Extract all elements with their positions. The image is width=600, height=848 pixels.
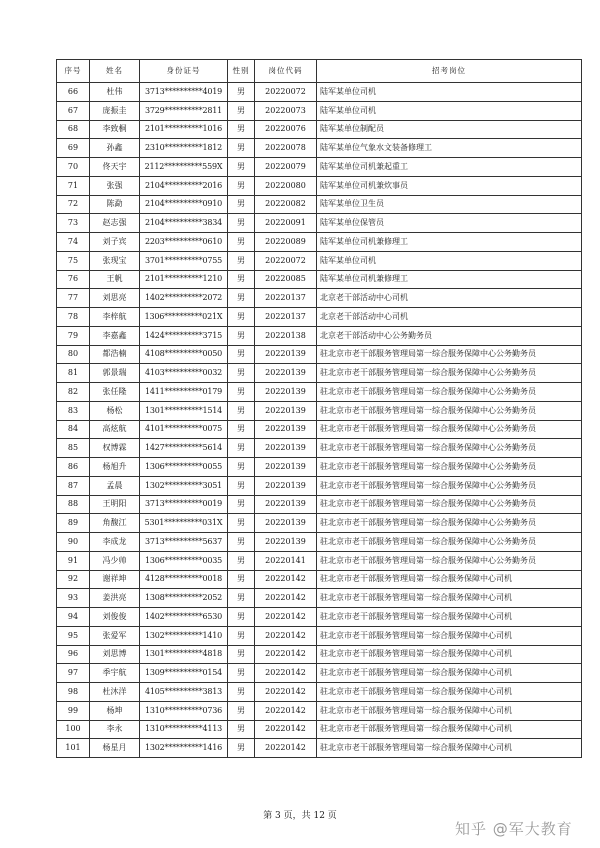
cell-id-number: 1302**********3051	[140, 476, 228, 495]
header-position: 招考岗位	[317, 60, 582, 83]
cell-id-number: 4105**********3813	[140, 683, 228, 702]
cell-position-code: 20220142	[255, 608, 317, 627]
cell-position-code: 20220137	[255, 308, 317, 327]
cell-id-number: 3713**********5637	[140, 533, 228, 552]
table-row	[57, 195, 582, 214]
cell-index: 67	[57, 101, 90, 120]
cell-index: 83	[57, 401, 90, 420]
header-id-number: 身份证号	[140, 60, 228, 83]
cell-index: 71	[57, 176, 90, 195]
cell-position: 驻北京市老干部服务管理局第一综合服务保障中心公务勤务员	[317, 439, 582, 458]
cell-position-code: 20220139	[255, 533, 317, 552]
cell-gender: 男	[228, 270, 255, 289]
table-row	[57, 439, 582, 458]
cell-position: 驻北京市老干部服务管理局第一综合服务保障中心司机	[317, 645, 582, 664]
cell-name: 佟天宇	[90, 158, 140, 177]
cell-gender: 男	[228, 701, 255, 720]
cell-gender: 男	[228, 720, 255, 739]
table-row	[57, 158, 582, 177]
cell-position: 陆军某单位保管员	[317, 214, 582, 233]
cell-position: 驻北京市老干部服务管理局第一综合服务保障中心司机	[317, 701, 582, 720]
cell-position: 北京老干部活动中心司机	[317, 308, 582, 327]
cell-position-code: 20220079	[255, 158, 317, 177]
table-row	[57, 570, 582, 589]
cell-gender: 男	[228, 289, 255, 308]
cell-position: 驻北京市老干部服务管理局第一综合服务保障中心公务勤务员	[317, 551, 582, 570]
cell-position-code: 20220139	[255, 458, 317, 477]
cell-position-code: 20220073	[255, 101, 317, 120]
cell-gender: 男	[228, 645, 255, 664]
cell-name: 季宇航	[90, 664, 140, 683]
cell-gender: 男	[228, 251, 255, 270]
cell-gender: 男	[228, 458, 255, 477]
cell-position: 驻北京市老干部服务管理局第一综合服务保障中心公务勤务员	[317, 533, 582, 552]
cell-position-code: 20220089	[255, 233, 317, 252]
cell-position-code: 20220072	[255, 251, 317, 270]
table-row	[57, 289, 582, 308]
table-row	[57, 476, 582, 495]
cell-index: 85	[57, 439, 90, 458]
cell-position: 陆军某单位气象水文装备修理工	[317, 139, 582, 158]
cell-gender: 男	[228, 551, 255, 570]
cell-index: 72	[57, 195, 90, 214]
cell-index: 98	[57, 683, 90, 702]
cell-position-code: 20220142	[255, 570, 317, 589]
header-index: 序号	[57, 60, 90, 83]
cell-index: 79	[57, 326, 90, 345]
cell-name: 陈勐	[90, 195, 140, 214]
cell-name: 刘思博	[90, 645, 140, 664]
cell-id-number: 4101**********0075	[140, 420, 228, 439]
cell-position: 陆军某单位卫生员	[317, 195, 582, 214]
cell-name: 杨坤	[90, 701, 140, 720]
candidate-table	[56, 59, 582, 758]
cell-position: 驻北京市老干部服务管理局第一综合服务保障中心司机	[317, 720, 582, 739]
cell-id-number: 1308**********2052	[140, 589, 228, 608]
table-row	[57, 608, 582, 627]
cell-gender: 男	[228, 495, 255, 514]
cell-index: 66	[57, 83, 90, 102]
cell-name: 张强	[90, 176, 140, 195]
cell-gender: 男	[228, 139, 255, 158]
cell-index: 87	[57, 476, 90, 495]
table-row	[57, 364, 582, 383]
cell-position: 驻北京市老干部服务管理局第一综合服务保障中心公务勤务员	[317, 364, 582, 383]
cell-position: 驻北京市老干部服务管理局第一综合服务保障中心公务勤务员	[317, 495, 582, 514]
cell-index: 95	[57, 626, 90, 645]
cell-name: 杜沐洋	[90, 683, 140, 702]
cell-index: 70	[57, 158, 90, 177]
cell-index: 93	[57, 589, 90, 608]
table-row	[57, 739, 582, 758]
cell-id-number: 1302**********1410	[140, 626, 228, 645]
cell-name: 李嘉鑫	[90, 326, 140, 345]
cell-name: 王明阳	[90, 495, 140, 514]
cell-position: 驻北京市老干部服务管理局第一综合服务保障中心司机	[317, 570, 582, 589]
cell-position: 驻北京市老干部服务管理局第一综合服务保障中心司机	[317, 608, 582, 627]
cell-name: 姜洪亮	[90, 589, 140, 608]
cell-id-number: 4103**********0032	[140, 364, 228, 383]
cell-position: 北京老干部活动中心公务勤务员	[317, 326, 582, 345]
cell-position-code: 20220091	[255, 214, 317, 233]
cell-index: 68	[57, 120, 90, 139]
cell-position-code: 20220139	[255, 514, 317, 533]
cell-position: 陆军某单位司机	[317, 83, 582, 102]
cell-gender: 男	[228, 383, 255, 402]
cell-name: 杜伟	[90, 83, 140, 102]
cell-position-code: 20220139	[255, 401, 317, 420]
cell-id-number: 2101**********1016	[140, 120, 228, 139]
cell-position-code: 20220139	[255, 476, 317, 495]
cell-name: 李成龙	[90, 533, 140, 552]
cell-name: 赵志强	[90, 214, 140, 233]
cell-position: 陆军某单位司机	[317, 251, 582, 270]
cell-gender: 男	[228, 326, 255, 345]
cell-name: 刘俊俊	[90, 608, 140, 627]
cell-index: 88	[57, 495, 90, 514]
cell-name: 张现宝	[90, 251, 140, 270]
cell-index: 101	[57, 739, 90, 758]
table-row	[57, 495, 582, 514]
cell-gender: 男	[228, 158, 255, 177]
cell-index: 76	[57, 270, 90, 289]
cell-id-number: 4128**********0018	[140, 570, 228, 589]
table-row	[57, 251, 582, 270]
cell-position-code: 20220139	[255, 383, 317, 402]
cell-id-number: 1427**********5614	[140, 439, 228, 458]
table-row	[57, 233, 582, 252]
cell-index: 86	[57, 458, 90, 477]
table-row	[57, 326, 582, 345]
cell-index: 75	[57, 251, 90, 270]
cell-position-code: 20220080	[255, 176, 317, 195]
table-row	[57, 589, 582, 608]
cell-gender: 男	[228, 626, 255, 645]
table-row	[57, 383, 582, 402]
cell-name: 杨松	[90, 401, 140, 420]
header-name: 姓名	[90, 60, 140, 83]
cell-position: 驻北京市老干部服务管理局第一综合服务保障中心司机	[317, 664, 582, 683]
cell-name: 李致桐	[90, 120, 140, 139]
cell-index: 69	[57, 139, 90, 158]
cell-index: 80	[57, 345, 90, 364]
cell-index: 94	[57, 608, 90, 627]
cell-id-number: 1411**********0179	[140, 383, 228, 402]
cell-position-code: 20220082	[255, 195, 317, 214]
cell-name: 刘思亮	[90, 289, 140, 308]
cell-id-number: 2203**********0610	[140, 233, 228, 252]
cell-index: 100	[57, 720, 90, 739]
table-row	[57, 401, 582, 420]
cell-index: 91	[57, 551, 90, 570]
table-row	[57, 701, 582, 720]
cell-id-number: 1424**********3715	[140, 326, 228, 345]
cell-gender: 男	[228, 608, 255, 627]
cell-index: 89	[57, 514, 90, 533]
table-header-row	[57, 60, 582, 83]
cell-gender: 男	[228, 420, 255, 439]
cell-id-number: 1301**********1514	[140, 401, 228, 420]
cell-position-code: 20220139	[255, 364, 317, 383]
cell-position: 陆军某单位司机兼起重工	[317, 158, 582, 177]
cell-name: 庞振圭	[90, 101, 140, 120]
table-row	[57, 83, 582, 102]
table-row	[57, 139, 582, 158]
cell-position: 北京老干部活动中心司机	[317, 289, 582, 308]
cell-id-number: 1301**********4818	[140, 645, 228, 664]
cell-name: 李永	[90, 720, 140, 739]
cell-id-number: 1402**********6530	[140, 608, 228, 627]
table-row	[57, 214, 582, 233]
cell-gender: 男	[228, 476, 255, 495]
cell-index: 99	[57, 701, 90, 720]
cell-gender: 男	[228, 739, 255, 758]
cell-id-number: 3729**********2811	[140, 101, 228, 120]
cell-name: 高炫航	[90, 420, 140, 439]
cell-position-code: 20220142	[255, 739, 317, 758]
cell-gender: 男	[228, 233, 255, 252]
table-row	[57, 101, 582, 120]
cell-gender: 男	[228, 101, 255, 120]
table-row	[57, 345, 582, 364]
cell-position-code: 20220142	[255, 701, 317, 720]
cell-index: 92	[57, 570, 90, 589]
cell-name: 谢祥坤	[90, 570, 140, 589]
cell-position: 陆军某单位司机	[317, 101, 582, 120]
cell-id-number: 1306**********0055	[140, 458, 228, 477]
cell-id-number: 1310**********0736	[140, 701, 228, 720]
table-row	[57, 514, 582, 533]
cell-id-number: 2112**********559X	[140, 158, 228, 177]
cell-gender: 男	[228, 401, 255, 420]
cell-index: 74	[57, 233, 90, 252]
cell-index: 84	[57, 420, 90, 439]
table-row	[57, 533, 582, 552]
cell-id-number: 2104**********3834	[140, 214, 228, 233]
cell-id-number: 1302**********1416	[140, 739, 228, 758]
cell-id-number: 1402**********2072	[140, 289, 228, 308]
cell-name: 张任隆	[90, 383, 140, 402]
table-row	[57, 551, 582, 570]
cell-gender: 男	[228, 214, 255, 233]
cell-gender: 男	[228, 364, 255, 383]
cell-name: 杨星月	[90, 739, 140, 758]
cell-position: 驻北京市老干部服务管理局第一综合服务保障中心公务勤务员	[317, 401, 582, 420]
cell-position-code: 20220138	[255, 326, 317, 345]
header-gender: 性别	[228, 60, 255, 83]
table-body	[57, 83, 582, 758]
table-row	[57, 176, 582, 195]
cell-position: 陆军某单位司机兼修理工	[317, 233, 582, 252]
cell-id-number: 4108**********0050	[140, 345, 228, 364]
cell-position: 驻北京市老干部服务管理局第一综合服务保障中心公务勤务员	[317, 383, 582, 402]
cell-position-code: 20220085	[255, 270, 317, 289]
cell-gender: 男	[228, 439, 255, 458]
cell-id-number: 1306**********0035	[140, 551, 228, 570]
cell-position-code: 20220142	[255, 720, 317, 739]
cell-gender: 男	[228, 83, 255, 102]
cell-gender: 男	[228, 683, 255, 702]
cell-position-code: 20220076	[255, 120, 317, 139]
cell-name: 王帆	[90, 270, 140, 289]
cell-position: 驻北京市老干部服务管理局第一综合服务保障中心司机	[317, 589, 582, 608]
cell-name: 张爱军	[90, 626, 140, 645]
table-row	[57, 308, 582, 327]
cell-position: 驻北京市老干部服务管理局第一综合服务保障中心司机	[317, 683, 582, 702]
cell-position-code: 20220142	[255, 683, 317, 702]
cell-id-number: 3713**********0019	[140, 495, 228, 514]
cell-position: 陆军某单位制配员	[317, 120, 582, 139]
cell-gender: 男	[228, 533, 255, 552]
table-row	[57, 664, 582, 683]
cell-name: 冯少帅	[90, 551, 140, 570]
cell-id-number: 2310**********1812	[140, 139, 228, 158]
cell-id-number: 1310**********4113	[140, 720, 228, 739]
cell-position: 驻北京市老干部服务管理局第一综合服务保障中心司机	[317, 626, 582, 645]
page-number: 第 3 页，共 12 页	[263, 811, 337, 821]
cell-position: 驻北京市老干部服务管理局第一综合服务保障中心公务勤务员	[317, 420, 582, 439]
cell-index: 81	[57, 364, 90, 383]
cell-name: 孟晨	[90, 476, 140, 495]
cell-position-code: 20220139	[255, 345, 317, 364]
cell-position: 驻北京市老干部服务管理局第一综合服务保障中心公务勤务员	[317, 514, 582, 533]
cell-position: 陆军某单位司机兼修理工	[317, 270, 582, 289]
table-row	[57, 645, 582, 664]
cell-position-code: 20220139	[255, 420, 317, 439]
cell-id-number: 1309**********0154	[140, 664, 228, 683]
cell-id-number: 2101**********1210	[140, 270, 228, 289]
cell-index: 73	[57, 214, 90, 233]
cell-name: 权博霖	[90, 439, 140, 458]
cell-position-code: 20220142	[255, 626, 317, 645]
cell-id-number: 3701**********0755	[140, 251, 228, 270]
cell-position: 驻北京市老干部服务管理局第一综合服务保障中心公务勤务员	[317, 345, 582, 364]
cell-position: 驻北京市老干部服务管理局第一综合服务保障中心司机	[317, 739, 582, 758]
cell-index: 97	[57, 664, 90, 683]
cell-position-code: 20220142	[255, 664, 317, 683]
cell-position-code: 20220078	[255, 139, 317, 158]
table-row	[57, 683, 582, 702]
cell-id-number: 2104**********2016	[140, 176, 228, 195]
cell-index: 96	[57, 645, 90, 664]
cell-position: 驻北京市老干部服务管理局第一综合服务保障中心公务勤务员	[317, 458, 582, 477]
cell-gender: 男	[228, 195, 255, 214]
table-row	[57, 420, 582, 439]
cell-gender: 男	[228, 345, 255, 364]
cell-gender: 男	[228, 176, 255, 195]
cell-name: 杨旭升	[90, 458, 140, 477]
cell-position-code: 20220072	[255, 83, 317, 102]
cell-position-code: 20220142	[255, 645, 317, 664]
cell-name: 李梓航	[90, 308, 140, 327]
cell-position-code: 20220139	[255, 495, 317, 514]
table-row	[57, 270, 582, 289]
cell-index: 78	[57, 308, 90, 327]
cell-name: 刘子宾	[90, 233, 140, 252]
cell-position-code: 20220137	[255, 289, 317, 308]
cell-name: 角馥江	[90, 514, 140, 533]
cell-gender: 男	[228, 514, 255, 533]
cell-gender: 男	[228, 308, 255, 327]
cell-id-number: 2104**********0910	[140, 195, 228, 214]
cell-id-number: 3713**********4019	[140, 83, 228, 102]
cell-index: 82	[57, 383, 90, 402]
cell-position: 陆军某单位司机兼炊事员	[317, 176, 582, 195]
header-position-code: 岗位代码	[255, 60, 317, 83]
watermark: 知乎 @军大教育	[455, 820, 573, 838]
cell-name: 孙鑫	[90, 139, 140, 158]
cell-id-number: 1306**********021X	[140, 308, 228, 327]
cell-gender: 男	[228, 589, 255, 608]
cell-gender: 男	[228, 120, 255, 139]
table-row	[57, 626, 582, 645]
cell-gender: 男	[228, 664, 255, 683]
cell-name: 都浩楠	[90, 345, 140, 364]
cell-position: 驻北京市老干部服务管理局第一综合服务保障中心公务勤务员	[317, 476, 582, 495]
table-row	[57, 720, 582, 739]
cell-position-code: 20220141	[255, 551, 317, 570]
cell-gender: 男	[228, 570, 255, 589]
cell-name: 郭景瑞	[90, 364, 140, 383]
cell-position-code: 20220139	[255, 439, 317, 458]
table-row	[57, 120, 582, 139]
cell-id-number: 5301**********031X	[140, 514, 228, 533]
cell-position-code: 20220142	[255, 589, 317, 608]
table-row	[57, 458, 582, 477]
cell-index: 77	[57, 289, 90, 308]
cell-index: 90	[57, 533, 90, 552]
